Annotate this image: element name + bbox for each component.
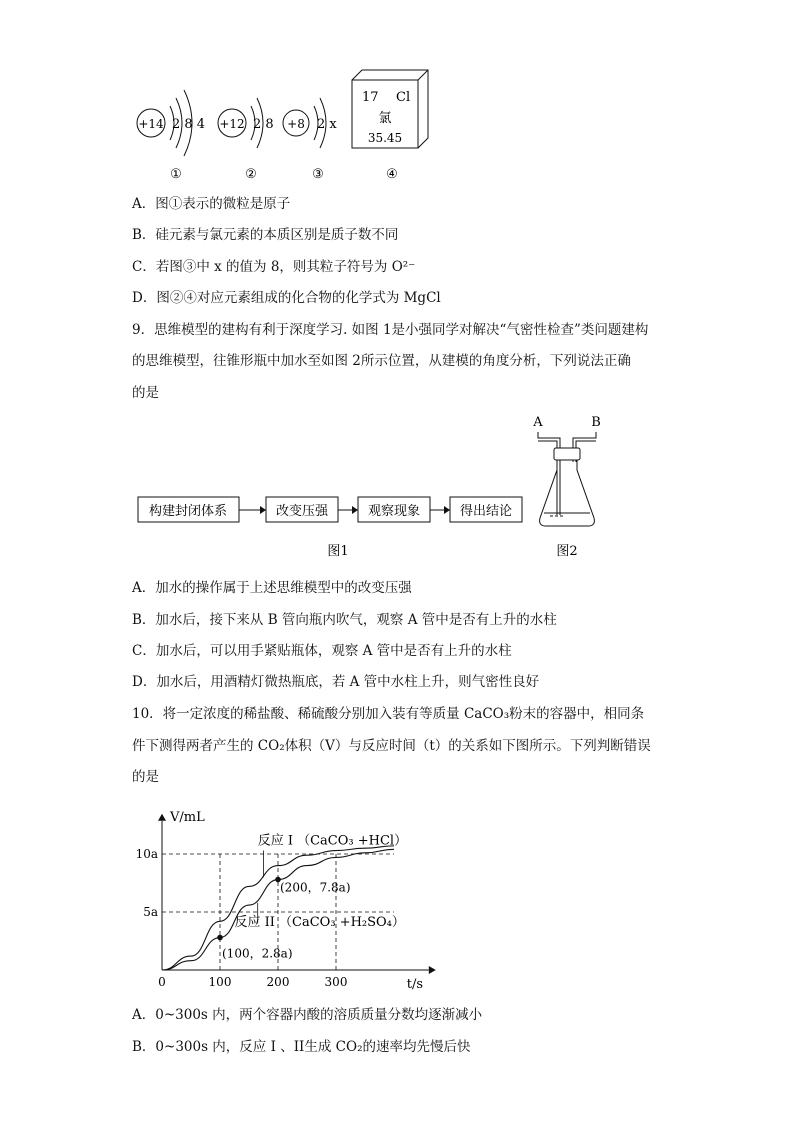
q9-stem-line-1: 9．思维模型的建构有利于深度学习. 如图 1是小强同学对解决“气密性检查”类问题建构 [132, 322, 649, 338]
conical-flask-diagram [532, 415, 600, 526]
atom-magnesium-diagram [218, 98, 274, 148]
q9-figure [130, 410, 620, 560]
co2-volume-chart [130, 798, 450, 993]
flow-step-4: 得出结论 [459, 504, 513, 519]
data-point-label: (100，2.8a) [222, 946, 293, 961]
atom-silicon-diagram [137, 90, 205, 156]
series-label-reaction-2: 反应 II （CaCO₃ +H₂SO₄） [234, 914, 405, 930]
series-label-reaction-1: 反应 I （CaCO₃ +HCl） [257, 833, 408, 849]
x-tick-label: 0 [158, 975, 166, 989]
y-tick-label: 5a [143, 905, 158, 919]
q9-stem-line-2: 的思维模型，往锥形瓶中加水至如图 2所示位置，从建模的角度分析，下列说法正确 [132, 353, 631, 369]
atom-2-shells: 2 8 [253, 117, 274, 132]
atom-1-shells: 2 8 4 [172, 117, 206, 132]
element-mass: 35.45 [367, 131, 403, 145]
atom-1-label: ① [170, 167, 182, 182]
q10-option-a: A．0~300s 内，两个容器内酸的溶质质量分数均逐渐减小 [132, 1007, 483, 1023]
q8-option-c: C．若图③中 x 的值为 8，则其粒子符号为 O²⁻ [132, 259, 416, 275]
x-tick-label: 200 [266, 975, 290, 989]
fig1-caption: 图1 [327, 544, 349, 559]
atom-2-nucleus: +12 [219, 117, 245, 131]
q8-option-a: A．图①表示的微粒是原子 [132, 196, 291, 212]
q8-option-b: B．硅元素与氯元素的本质区别是质子数不同 [132, 227, 399, 243]
flow-step-1: 构建封闭体系 [148, 504, 228, 519]
tube-a-label: A [533, 415, 543, 430]
element-name: 氯 [378, 111, 392, 126]
q8-option-d: D．图②④对应元素组成的化合物的化学式为 MgCl [132, 290, 441, 306]
x-axis-arrow [429, 966, 436, 974]
atom-1-nucleus: +14 [138, 117, 164, 131]
atom-structure-figure [130, 68, 450, 186]
chlorine-element-box [352, 70, 428, 148]
x-tick-label: 300 [324, 975, 348, 989]
q10-stem-line-2: 件下测得两者产生的 CO₂体积（V）与反应时间（t）的关系如下图所示。下列判断错误 [132, 738, 651, 754]
q9-option-b: B．加水后，接下来从 B 管向瓶内吹气，观察 A 管中是否有上升的水柱 [132, 612, 557, 628]
y-axis-label: V/mL [170, 809, 205, 825]
element-box-label: ④ [386, 167, 398, 182]
tube-b-label: B [591, 415, 601, 430]
atom-3-nucleus: +8 [287, 117, 305, 131]
atom-oxygen-diagram [283, 98, 337, 148]
atom-3-shells: 2 x [317, 117, 337, 132]
atom-2-label: ② [245, 167, 257, 182]
q9-option-d: D．加水后，用酒精灯微热瓶底，若 A 管中水柱上升，则气密性良好 [132, 674, 540, 690]
q9-option-a: A．加水的操作属于上述思维模型中的改变压强 [132, 580, 412, 596]
q9-option-c: C．加水后，可以用手紧贴瓶体，观察 A 管中是否有上升的水柱 [132, 643, 512, 659]
q10-stem-line-3: 的是 [132, 769, 159, 785]
q9-stem-line-3: 的是 [132, 385, 159, 401]
flow-step-3: 观察现象 [367, 504, 421, 519]
x-tick-label: 100 [208, 975, 232, 989]
fig2-caption: 图2 [556, 544, 578, 559]
data-point-label: (200，7.8a) [280, 880, 351, 895]
element-number: 17 [362, 90, 379, 105]
element-symbol: Cl [396, 90, 411, 105]
x-axis-label: t/s [406, 977, 424, 992]
data-point [217, 935, 223, 941]
flow-step-2: 改变压强 [275, 504, 329, 519]
q10-stem-line-1: 10．将一定浓度的稀盐酸、稀硫酸分别加入装有等质量 CaCO₃粉末的容器中，相同条 [132, 706, 645, 722]
y-tick-label: 10a [135, 847, 158, 861]
flow-chart [138, 497, 522, 522]
atom-3-label: ③ [312, 167, 324, 182]
y-axis-arrow [158, 814, 166, 821]
q10-option-b: B．0~300s 内，反应 I 、II生成 CO₂的速率均先慢后快 [132, 1039, 471, 1055]
